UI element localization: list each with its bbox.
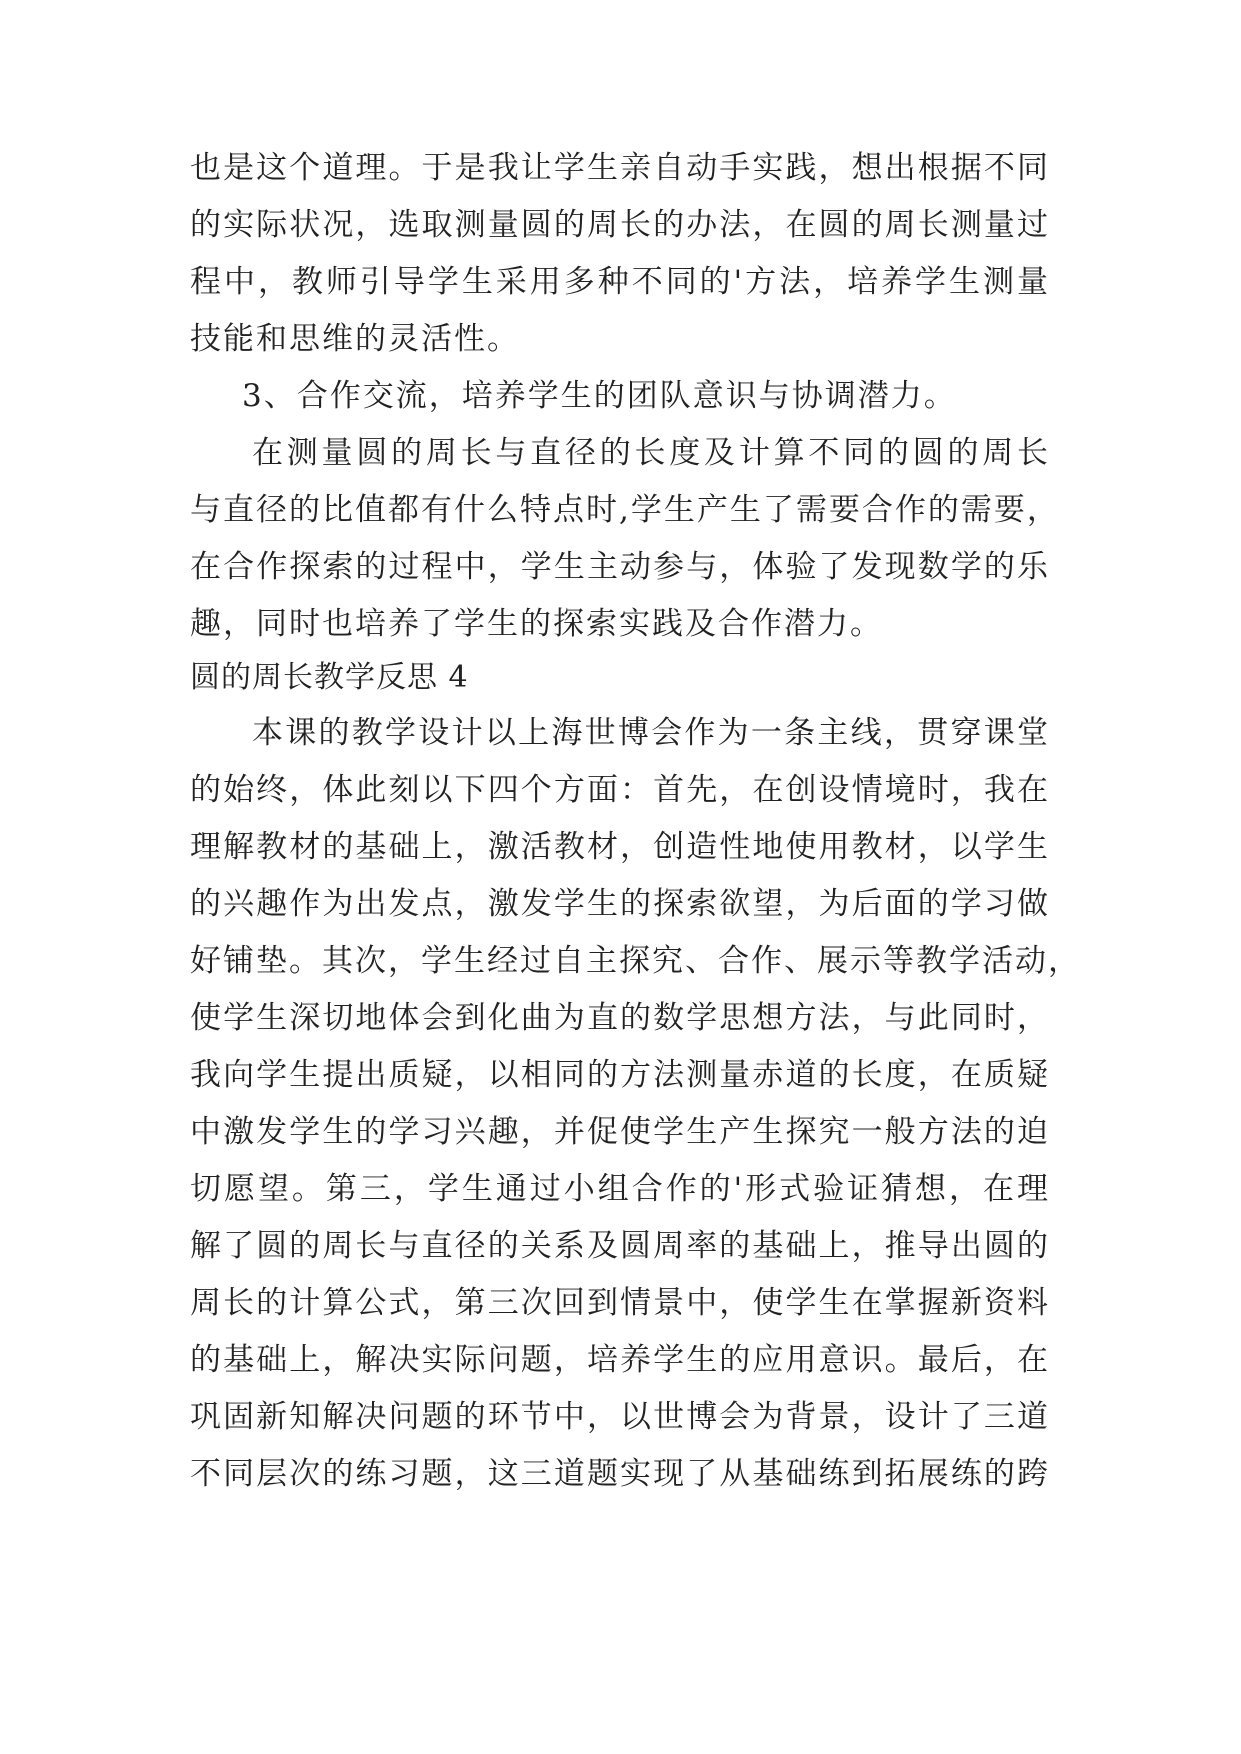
text-line: 趣，同时也培养了学生的探索实践及合作潜力。: [190, 606, 883, 642]
text-line: 使学生深切地体会到化曲为直的数学思想方法，与此同时，: [190, 1000, 1050, 1036]
text-line: 切愿望。第三，学生通过小组合作的'形式验证猜想，在理: [190, 1171, 1050, 1207]
text-line: 的基础上，解决实际问题，培养学生的应用意识。最后，在: [190, 1342, 1050, 1378]
text-line: 本课的教学设计以上海世博会作为一条主线，贯穿课堂: [252, 715, 1050, 751]
text-line: 不同层次的练习题，这三道题实现了从基础练到拓展练的跨: [190, 1456, 1050, 1492]
text-line: 巩固新知解决问题的环节中，以世博会为背景，设计了三道: [190, 1399, 1050, 1435]
text-line: 中激发学生的学习兴趣，并促使学生产生探究一般方法的迫: [190, 1114, 1050, 1150]
text-line: 程中，教师引导学生采用多种不同的'方法，培养学生测量: [190, 264, 1050, 300]
text-line: 在合作探索的过程中，学生主动参与，体验了发现数学的乐: [190, 549, 1050, 585]
text-line: 我向学生提出质疑，以相同的方法测量赤道的长度，在质疑: [190, 1057, 1050, 1093]
text-line: 理解教材的基础上，激活教材，创造性地使用教材，以学生: [190, 829, 1050, 865]
text-line: 解了圆的周长与直径的关系及圆周率的基础上，推导出圆的: [190, 1228, 1050, 1264]
text-line: 技能和思维的灵活性。: [190, 321, 520, 357]
text-line: 也是这个道理。于是我让学生亲自动手实践，想出根据不同: [190, 150, 1050, 186]
section-heading: 3、合作交流，培养学生的团队意识与协调潜力。: [242, 378, 957, 414]
text-line: 周长的计算公式，第三次回到情景中，使学生在掌握新资料: [190, 1285, 1050, 1321]
text-line: 与直径的比值都有什么特点时,学生产生了需要合作的需要，: [190, 492, 1060, 528]
text-line: 的始终，体此刻以下四个方面：首先，在创设情境时，我在: [190, 772, 1050, 808]
article-title: 圆的周长教学反思 4: [190, 660, 469, 695]
text-line: 的实际状况，选取测量圆的周长的办法，在圆的周长测量过: [190, 207, 1050, 243]
text-line: 的兴趣作为出发点，激发学生的探索欲望，为后面的学习做: [190, 886, 1050, 922]
text-line: 好铺垫。其次，学生经过自主探究、合作、展示等教学活动，: [190, 943, 1081, 979]
text-line: 在测量圆的周长与直径的长度及计算不同的圆的周长: [252, 435, 1050, 471]
